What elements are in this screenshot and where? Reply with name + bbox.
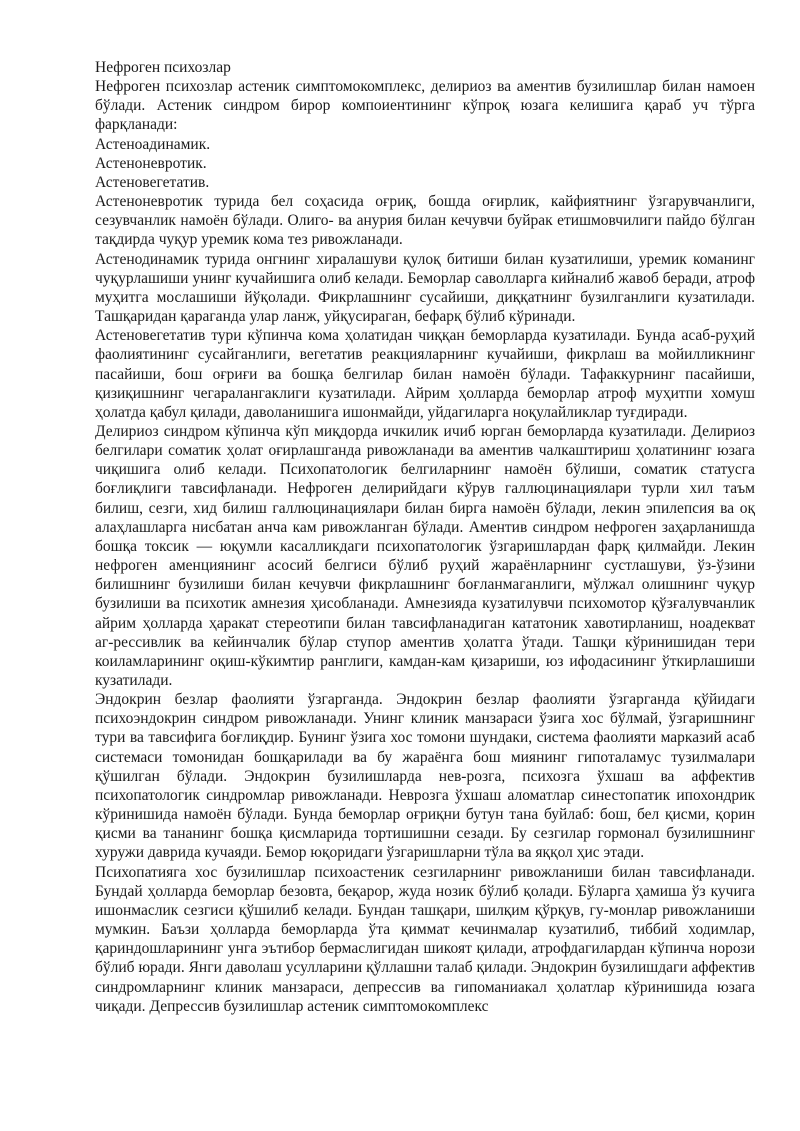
intro-paragraph: Нефроген психозлар астеник симптомокомплекс, делириоз ва аментив бузилишлар билан намоен бўлади. Астеник синдром бирор компоиентининг кўпроқ юзага келишига қараб уч тўрга фарқланади: <box>95 78 755 134</box>
type-item-asthenoneurotic: Астеноневротик. <box>95 154 207 172</box>
paragraph-endocrine-glands: Эндокрин безлар фаолияти ўзгарганда. Эндокрин безлар фаолияти ўзгарганда қўйидаги психоэндокрин синдром ривожланади. Унинг клиник манзараси ўзига хос бўлмай, ўзгаришнинг тури ва тавсифига боғлиқдир. Бунинг ўзига хос томони шундаки, система фаолияти марказий асаб системаси томонидан бошқарилади ва бу жараёнга бош миянинг гипоталамус тузилмалари қўшилган бўлади. Эндокрин бузилишларда нев-розга, психозга ўхшаш ва аффектив психопатологик синдромлар ривожланади. Неврозга ўхшаш аломатлар синестопатик ипохондрик кўринишида намоён бўлади. Бунда беморлар оғриқни бутун тана буйлаб: бош, бел қисми, қорин қисми ва тананинг бошқа қисмларида тортишишни сезади. Бу сезгилар гормонал бузилишнинг хуружи даврида кучаяди. Бемор юқоридаги ўзгаришларни тўла ва яққол ҳис этади. <box>95 691 755 862</box>
paragraph-asthenovegetative: Астеновегетатив тури кўпинча кома ҳолатидан чиққан беморларда кузатилади. Бунда асаб-руҳий фаолиятининг сусайганлиги, вегетатив реакцияларнинг кучайиши, фикрлаш ва мойилликнинг пасайиши, бош оғриғи ва бошқа белгилар билан намоён бўлади. Тафаккурнинг пасайиши, қизиқишнинг чегаралангаклиги кузатилади. Айрим ҳолларда беморлар атроф муҳитпи хомуш ҳолатда қабул қилади, даволанишига ишонмайди, уйдагиларга ноқулайликлар туғдиради. <box>95 327 755 421</box>
paragraph-asthenodynamic: Астенодинамик турида онгнинг хиралашуви қулоқ битиши билан кузатилиши, уремик команинг чуқурлашиши унинг кучайишига олиб келади. Беморлар саволларга кийналиб жавоб беради, атроф муҳитга мослашиши йўқолади. Фикрлашнинг сусайиши, диққатнинг бузилганлиги кузатилади. Ташқаридан қараганда улар ланж, уйқусираган, бефарқ бўлиб кўринади. <box>95 250 755 326</box>
document-title: Нефроген психозлар <box>95 59 231 76</box>
paragraph-psychopathy: Психопатияга хос бузилишлар психоастеник сезгиларнинг ривожланиши билан тавсифланади. Бундай ҳолларда беморлар безовта, беқарор, жуда нозик бўлиб қолади. Бўларга ҳамиша ўз кучига ишонмаслик сезгиси қўшилиб келади. Бундан ташқари, шилқим қўрқув, гу-монлар ривожланиши мумкин. Баъзи ҳолларда беморларда ўта қиммат кечинмалар кузатилиб, тиббий ходимлар, қариндошларининг унга эътибор бермаслигидан шикоят қилади, атрофдагилардан кўпинча норози бўлиб юради. Янги даволаш усулларини қўллашни талаб қилади. Эндокрин бузилишдаги аффектив синдромларнинг клиник манзараси, депрессив ва гипоманиакал ҳолатлар кўринишида юзага чиқади. Депрессив бузилишлар астеник симптомокомплекс <box>95 863 755 1015</box>
type-item-asthenovegetative: Астеновегетатив. <box>95 173 210 191</box>
paragraph-asthenoneurotic: Астеноневротик турида бел соҳасида оғриқ, бошда оғирлик, кайфиятнинг ўзгарувчанлиги, сезувчанлик намоён бўлади. Олиго- ва анурия билан кечувчи буйрак етишмовчилиги пайдо бўлган тақдирда чуқур уремик кома тез ривожланади. <box>95 193 755 249</box>
document-page <box>95 58 755 1016</box>
type-item-asthenoadynamic: Астеноадинамик. <box>95 135 211 153</box>
paragraph-delirious-syndrome: Делириоз синдром кўпинча кўп миқдорда ичкилик ичиб юрган беморларда кузатилади. Делириоз белгилари соматик ҳолат оғирлашганда ривожланади ва аментив чалкаштириш ҳолатининг юзага чиқишига олиб келади. Психопатологик белгиларнинг намоён бўлиши, соматик статусга боғлиқлиги тавсифланади. Нефроген делирийдаги кўрув галлюцинациялари турли хил таъм билиш, сезги, хид билиш галлюцинациялари билан бирга намоён бўлади, лекин эпилепсия ва оқ алаҳлашларга нисбатан анча кам ривожланган бўлади. Аментив синдром нефроген заҳарланишда бошқа токсик — юқумли касалликдаги психопатологик ўзгаришлардан фарқ қилмайди. Лекин нефроген аменциянинг асосий белгиси бўлиб руҳий жараёнларнинг сустлашуви, ўз-ўзини билишнинг бузилиши билан кечувчи фикрлашнинг боғланмаганлиги, мўлжал олишнинг чуқур бузилиши ва психотик амнезия ҳисобланади. Амнезияда кузатилувчи психомотор қўзғалувчанлик айрим ҳолларда ҳаракат стереотипи билан тавсифланадиган кататоник хавотирланиш, ноадекват аг-рессивлик ва кейинчалик бўлар ступор аментив ҳолатга ўтади. Ташқи кўринишидан тери коиламларининг оқиш-кўкимтир ранглиги, камдан-кам қизариши, юз ифодасининг ўткирлашиши кузатилади. <box>95 422 755 689</box>
